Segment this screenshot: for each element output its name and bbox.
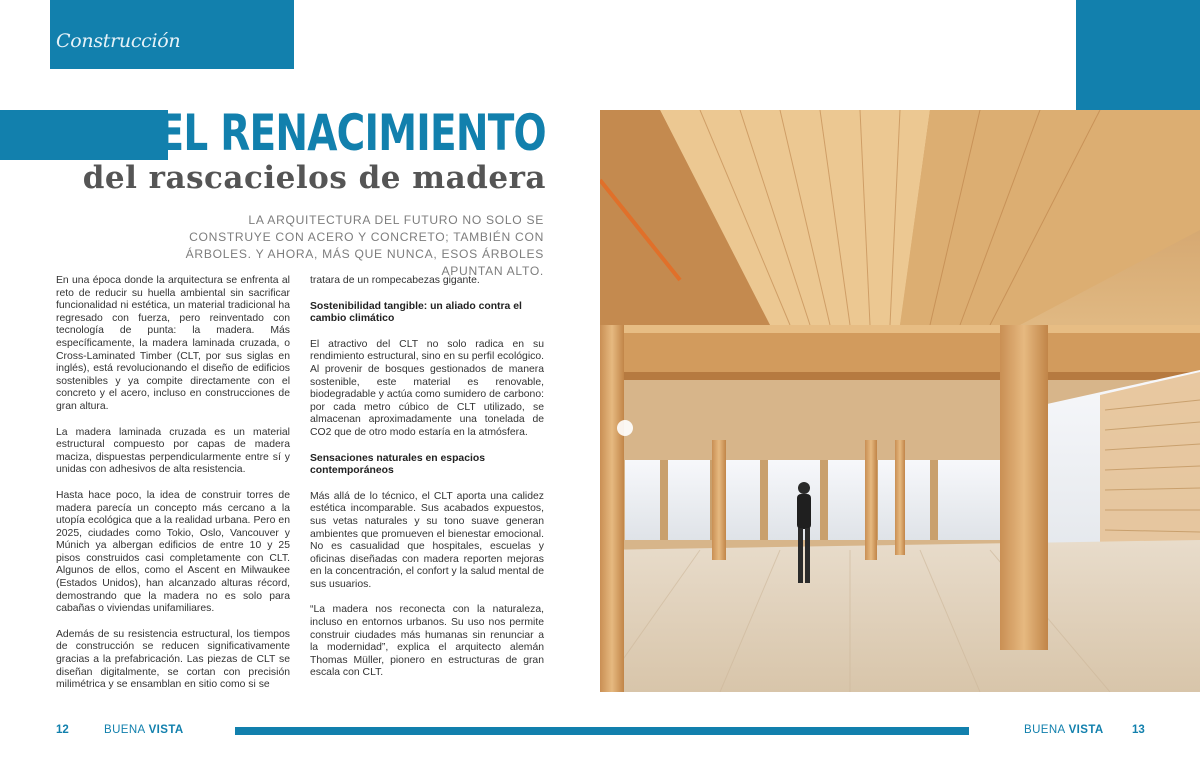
paragraph: En una época donde la arquitectura se enfrenta al reto de reducir su huella ambiental sin sacrificar funcionalidad ni estética, un material tradicional ha regresado con fuerza, pero reinventado con tecnología de punta: la madera. Más específicamente, la madera laminada cruzada, o Cross-Laminated Timber (CLT, por sus siglas en inglés), está revolucionando el diseño de edificios sostenibles y ya compite directamente con el concreto y el acero, incluso en construcciones de gran altura. xyxy=(56,275,290,412)
text-column-1 xyxy=(56,275,290,705)
page-number-left: 12 xyxy=(56,724,69,736)
section-label: Construcción xyxy=(56,30,181,52)
subheading: Sostenibilidad tangible: un aliado contra el cambio climático xyxy=(310,300,522,325)
paragraph: Más allá de lo técnico, el CLT aporta una calidez estética incomparable. Sus acabados expuestos, sus vetas naturales y su tono suave generan ambientes que promueven el bienestar emocional. No es casualidad que hospitales, escuelas y oficinas diseñadas con madera reporten mejoras en la concentración, el confort y la salud mental de sus usuarios. xyxy=(310,490,544,590)
text-column-2 xyxy=(310,275,544,693)
brand-left xyxy=(104,724,184,736)
brand-bold-text: VISTA xyxy=(148,724,184,736)
paragraph: tratara de un rompecabezas gigante. xyxy=(310,275,480,286)
clt-interior-photo xyxy=(600,110,1200,692)
brand-light-text: BUENA xyxy=(104,724,145,736)
brand-light-text: BUENA xyxy=(1024,724,1065,736)
pull-quote-paragraph: “La madera nos reconecta con la naturaleza, incluso en entornos urbanos. Su uso nos permite construir ciudades más humanas sin renunciar a la modernidad”, explica el arquitecto alemán Thomas Müller, pionero en estructuras de gran escala con CLT. xyxy=(310,604,544,679)
section-tag xyxy=(50,0,294,69)
article-title: EL RENACIMIENTO xyxy=(157,104,546,162)
paragraph: El atractivo del CLT no solo radica en su rendimiento estructural, sino en su perfil ecológico. Al provenir de bosques gestionados de manera sostenible, este material es renovable, biodegradable y actúa como sumidero de carbono: por cada metro cúbico de CLT utilizado, se almacenan aproximadamente una tonelada de CO2 que de otro modo estaría en la atmósfera. xyxy=(310,338,544,438)
article-subtitle: del rascacielos de madera xyxy=(82,160,546,196)
wood-interior-illustration xyxy=(600,110,1200,692)
article-lead: LA ARQUITECTURA DEL FUTURO NO SOLO SE CONSTRUYE CON ACERO Y CONCRETO; TAMBIÉN CON ÁRBOLES. Y AHORA, MÁS QUE NUNCA, ESOS ÁRBOLES APUNTAN ALTO. xyxy=(185,213,544,278)
paragraph: Hasta hace poco, la idea de construir torres de madera parecía un concepto más cercano a la utopía ecológica que a la realidad urbana. Pero en 2025, ciudades como Tokio, Oslo, Vancouver y Múnich ya albergan edificios de entre 10 y 25 pisos construidos casi completamente con CLT. Algunos de ellos, como el Ascent en Milwaukee (Estados Unidos), han alcanzado alturas récord, demostrando que la madera no es solo para cabañas o viviendas unifamiliares. xyxy=(56,489,290,615)
paragraph: Además de su resistencia estructural, los tiempos de construcción se reducen significativamente gracias a la prefabricación. Las piezas de CLT se diseñan digitalmente, se cortan con precisión milimétrica y se ensamblan en sitio como si se xyxy=(56,628,290,691)
accent-bar-left xyxy=(0,110,168,160)
accent-block-top-right xyxy=(1076,0,1200,110)
footer-bar xyxy=(235,727,969,735)
brand-right xyxy=(1024,724,1104,736)
paragraph: La madera laminada cruzada es un material estructural compuesto por capas de madera maciza, dispuestas perpendicularmente entre sí y unidas con adhesivos de alta resistencia. xyxy=(56,426,290,476)
page-number-right: 13 xyxy=(1132,724,1145,736)
brand-bold-text: VISTA xyxy=(1068,724,1104,736)
subheading: Sensaciones naturales en espacios contemporáneos xyxy=(310,452,485,477)
